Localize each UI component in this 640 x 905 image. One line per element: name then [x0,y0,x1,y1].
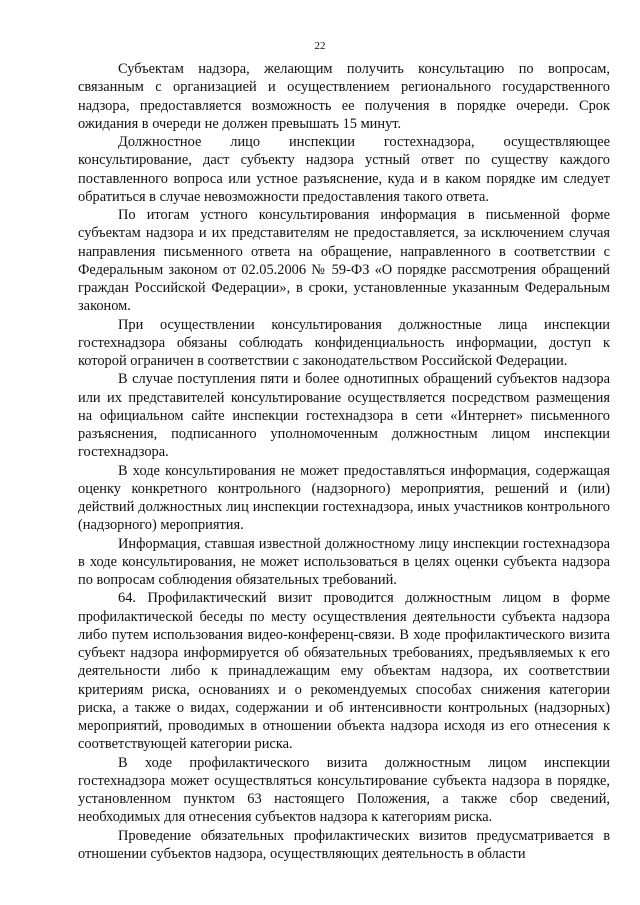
paragraph-1: Субъектам надзора, желающим получить консультацию по вопросам, связанным с организацией и осуществлением регионального государственного надзора, предоставляется возможность ее получения в порядке очереди. Срок ожидания в очереди не должен превышать 15 минут. [78,61,610,132]
paragraph-6: В ходе консультирования не может предоставляться информация, содержащая оценку конкретного контрольного (надзорного) мероприятия, решений и (или) действий должностных лиц инспекции гостехнадзора, иных участников контрольного (надзорного) мероприятия. [78,462,610,534]
paragraph-10: Проведение обязательных профилактических визитов предусматривается в отношении субъектов надзора, осуществляющих деятельность в области [78,827,610,862]
paragraph-9: В ходе профилактического визита должностным лицом инспекции гостехнадзора может осуществляться консультирование субъекта надзора в порядке, установленном пунктом 63 настоящего Положения, а также сбор сведений, необходимых для отнесения субъектов надзора к категориям риска. [78,754,610,826]
paragraph-5: В случае поступления пяти и более однотипных обращений субъектов надзора или их представителей консультирование осуществляется посредством размещения на официальном сайте инспекции гостехнадзора в сети «Интернет» письменного разъяснения, подписанного уполномоченным должностным лицом инспекции гостехнадзора. [78,371,610,461]
paragraph-2: Должностное лицо инспекции гостехнадзора, осуществляющее консультирование, даст субъекту надзора устный ответ по существу каждого поставленного вопроса или устное разъяснение, куда и в каком порядке им следует обратиться в случае невозможности предоставления такого ответа. [78,134,610,205]
paragraph-3: По итогам устного консультирования информация в письменной форме субъектам надзора и их представителям не предоставляется, за исключением случая направления письменного ответа на обращение, направленного в соответствии с Федеральным законом от 02.05.2006 № 59-ФЗ «О порядке рассмотрения обращений граждан Российской Федерации», в сроки, установленные указанным Федеральным законом. [78,207,610,315]
paragraph-8: 64. Профилактический визит проводится должностным лицом в форме профилактической беседы по месту осуществления деятельности субъекта надзора либо путем использования видео-конференц-связи. В ходе профилактического визита субъект надзора информируется об обязательных требованиях, предъявляемых к его деятельности либо к принадлежащим ему объектам надзора, их соответствии критериям риска, основаниях и о рекомендуемых способах снижения категории риска, а также о видах, содержании и об интенсивности контрольных (надзорных) мероприятий, проводимых в отношении объекта надзора исходя из его отнесения к соответствующей категории риска. [78,590,610,753]
paragraph-4: При осуществлении консультирования должностные лица инспекции гостехнадзора обязаны соблюдать конфиденциальность информации, доступ к которой ограничен в соответствии с законодательством Российской Федерации. [78,316,610,369]
paragraph-7: Информация, ставшая известной должностному лицу инспекции гостехнадзора в ходе консультирования, не может использоваться в целях оценки субъекта надзора по вопросам соблюдения обязательных требований. [78,535,610,588]
document-body [78,60,610,863]
page-number: 22 [314,40,326,52]
